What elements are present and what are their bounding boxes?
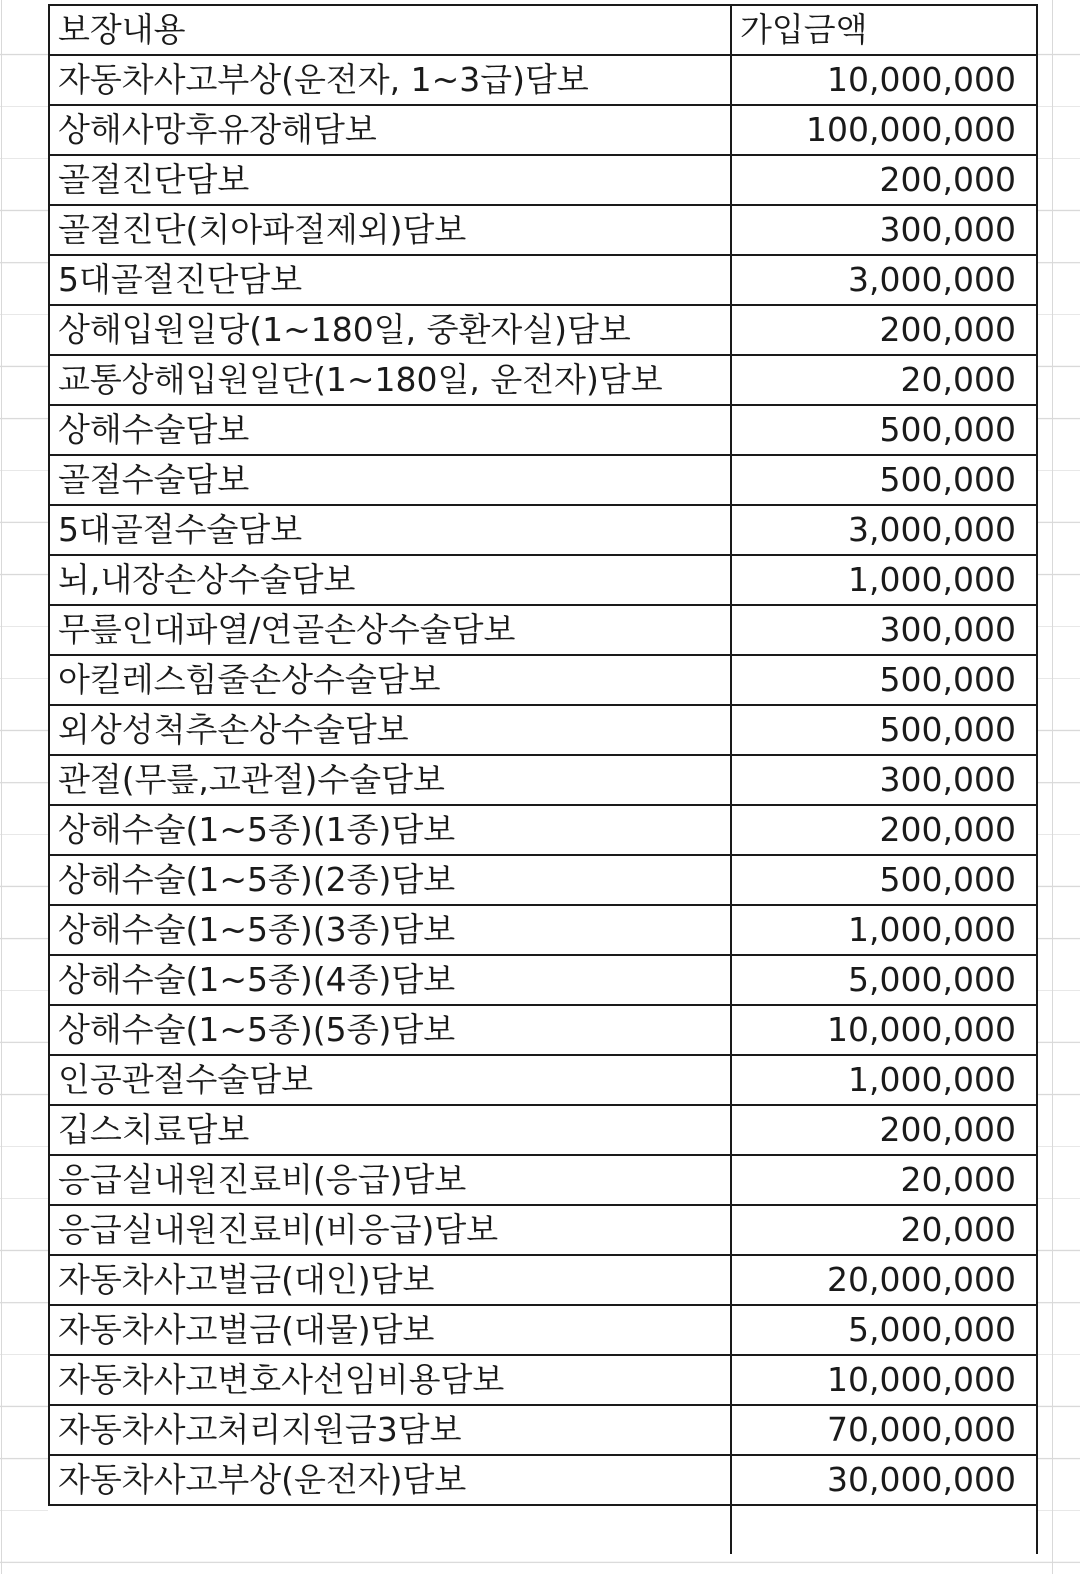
amount-cell[interactable]: 200,000 [731, 155, 1037, 205]
coverage-cell[interactable]: 교통상해입원일단(1~180일, 운전자)담보 [49, 355, 731, 405]
amount-cell[interactable]: 20,000 [731, 355, 1037, 405]
amount-cell[interactable]: 200,000 [731, 1105, 1037, 1155]
amount-cell[interactable]: 10,000,000 [731, 1355, 1037, 1405]
table-row [49, 1355, 1037, 1405]
table-row [49, 505, 1037, 555]
coverage-cell[interactable]: 관절(무릎,고관절)수술담보 [49, 755, 731, 805]
amount-cell[interactable]: 200,000 [731, 805, 1037, 855]
amount-cell[interactable]: 300,000 [731, 755, 1037, 805]
amount-cell[interactable]: 200,000 [731, 305, 1037, 355]
coverage-cell[interactable]: 자동차사고벌금(대인)담보 [49, 1255, 731, 1305]
amount-cell[interactable]: 10,000,000 [731, 55, 1037, 105]
coverage-cell[interactable]: 아킬레스힘줄손상수술담보 [49, 655, 731, 705]
table-row [49, 1005, 1037, 1055]
amount-cell[interactable]: 5,000,000 [731, 955, 1037, 1005]
amount-cell[interactable]: 30,000,000 [731, 1455, 1037, 1505]
table-row [49, 555, 1037, 605]
coverage-cell[interactable]: 뇌,내장손상수술담보 [49, 555, 731, 605]
table-row [49, 305, 1037, 355]
coverage-cell[interactable]: 자동차사고처리지원금3담보 [49, 1405, 731, 1455]
table-row [49, 105, 1037, 155]
table-row [49, 855, 1037, 905]
table-row [49, 1255, 1037, 1305]
table-row [49, 805, 1037, 855]
coverage-cell[interactable]: 자동차사고부상(운전자)담보 [49, 1455, 731, 1505]
coverage-cell[interactable]: 무릎인대파열/연골손상수술담보 [49, 605, 731, 655]
amount-cell[interactable]: 1,000,000 [731, 555, 1037, 605]
amount-cell[interactable]: 3,000,000 [731, 505, 1037, 555]
table-row [49, 1105, 1037, 1155]
table-row [49, 705, 1037, 755]
table-row [49, 455, 1037, 505]
header-amount-cell[interactable]: 가입금액 [731, 5, 1037, 55]
coverage-cell[interactable]: 상해입원일당(1~180일, 중환자실)담보 [49, 305, 731, 355]
coverage-cell[interactable]: 자동차사고변호사선임비용담보 [49, 1355, 731, 1405]
coverage-cell[interactable]: 상해수술(1~5종)(2종)담보 [49, 855, 731, 905]
coverage-cell[interactable]: 자동차사고벌금(대물)담보 [49, 1305, 731, 1355]
amount-cell[interactable]: 20,000,000 [731, 1255, 1037, 1305]
table-row [49, 55, 1037, 105]
amount-cell[interactable]: 3,000,000 [731, 255, 1037, 305]
table-row [49, 205, 1037, 255]
table-row [49, 1205, 1037, 1255]
amount-cell[interactable]: 500,000 [731, 455, 1037, 505]
amount-cell[interactable]: 20,000 [731, 1205, 1037, 1255]
table-row [49, 155, 1037, 205]
amount-cell[interactable]: 10,000,000 [731, 1005, 1037, 1055]
total-row [49, 1505, 1037, 1554]
coverage-cell[interactable]: 인공관절수술담보 [49, 1055, 731, 1105]
table-row [49, 255, 1037, 305]
coverage-cell[interactable]: 골절진단(치아파절제외)담보 [49, 205, 731, 255]
table-row [49, 1055, 1037, 1105]
coverage-cell[interactable]: 5대골절진단담보 [49, 255, 731, 305]
amount-cell[interactable]: 500,000 [731, 405, 1037, 455]
table-row [49, 755, 1037, 805]
coverage-cell[interactable]: 상해수술(1~5종)(4종)담보 [49, 955, 731, 1005]
total-label-cell[interactable] [49, 1505, 731, 1554]
amount-cell[interactable]: 1,000,000 [731, 1055, 1037, 1105]
grid-column-line [1, 0, 2, 1574]
amount-cell[interactable]: 1,000,000 [731, 905, 1037, 955]
amount-cell[interactable]: 70,000,000 [731, 1405, 1037, 1455]
amount-cell[interactable]: 100,000,000 [731, 105, 1037, 155]
table-row [49, 655, 1037, 705]
table-row [49, 355, 1037, 405]
coverage-cell[interactable]: 5대골절수술담보 [49, 505, 731, 555]
coverage-cell[interactable]: 골절수술담보 [49, 455, 731, 505]
coverage-table [48, 4, 1038, 1554]
amount-cell[interactable]: 5,000,000 [731, 1305, 1037, 1355]
table-row [49, 905, 1037, 955]
table-row [49, 1405, 1037, 1455]
coverage-cell[interactable]: 깁스치료담보 [49, 1105, 731, 1155]
amount-cell[interactable]: 500,000 [731, 655, 1037, 705]
amount-cell[interactable]: 300,000 [731, 605, 1037, 655]
coverage-cell[interactable]: 응급실내원진료비(응급)담보 [49, 1155, 731, 1205]
total-amount-cell[interactable] [731, 1505, 1037, 1554]
coverage-cell[interactable]: 상해수술담보 [49, 405, 731, 455]
coverage-cell[interactable]: 상해수술(1~5종)(1종)담보 [49, 805, 731, 855]
header-row [49, 5, 1037, 55]
amount-cell[interactable]: 300,000 [731, 205, 1037, 255]
header-coverage-cell[interactable]: 보장내용 [49, 5, 731, 55]
table-row [49, 1455, 1037, 1505]
amount-cell[interactable]: 500,000 [731, 705, 1037, 755]
coverage-cell[interactable]: 외상성척추손상수술담보 [49, 705, 731, 755]
coverage-cell[interactable]: 자동차사고부상(운전자, 1~3급)담보 [49, 55, 731, 105]
amount-cell[interactable]: 20,000 [731, 1155, 1037, 1205]
table-row [49, 605, 1037, 655]
table-row [49, 1155, 1037, 1205]
amount-cell[interactable]: 500,000 [731, 855, 1037, 905]
coverage-cell[interactable]: 응급실내원진료비(비응급)담보 [49, 1205, 731, 1255]
coverage-cell[interactable]: 상해수술(1~5종)(5종)담보 [49, 1005, 731, 1055]
table-row [49, 405, 1037, 455]
coverage-cell[interactable]: 상해사망후유장해담보 [49, 105, 731, 155]
grid-column-line [1052, 0, 1053, 1574]
coverage-cell[interactable]: 골절진단담보 [49, 155, 731, 205]
table-row [49, 1305, 1037, 1355]
coverage-cell[interactable]: 상해수술(1~5종)(3종)담보 [49, 905, 731, 955]
table-row [49, 955, 1037, 1005]
